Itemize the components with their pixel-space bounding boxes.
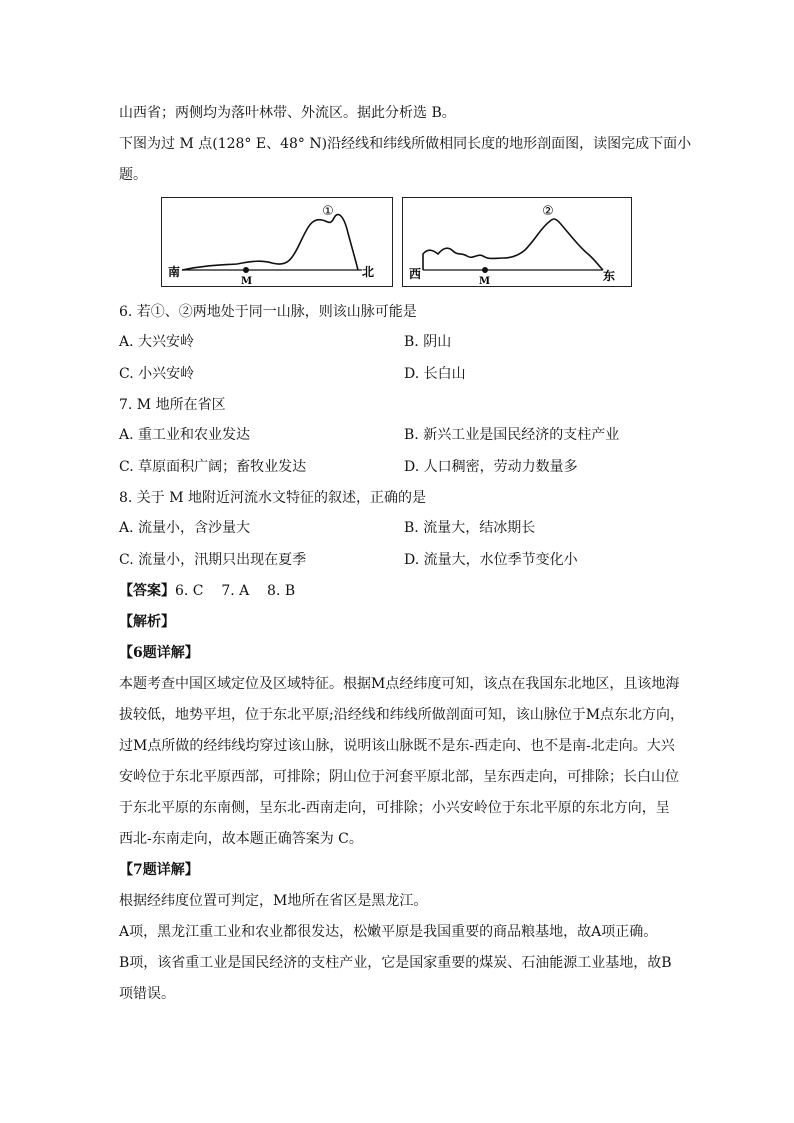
profile-curve-north-south xyxy=(182,214,358,270)
q7-option-d[interactable]: D. 人口稠密，劳动力数量多 xyxy=(404,459,578,475)
q8-option-a[interactable]: A. 流量小，含沙量大 xyxy=(119,520,251,536)
intro-line-3: 题。 xyxy=(119,167,147,183)
peak-1-label: ① xyxy=(322,204,334,219)
question-7-stem: 7. M 地所在省区 xyxy=(119,397,226,413)
q6-option-d[interactable]: D. 长白山 xyxy=(404,366,466,382)
intro-line-1: 山西省；两侧均为落叶林带、外流区。据此分析选 B。 xyxy=(119,105,456,121)
q6-detail-line: 过M点所做的经纬线均穿过该山脉，说明该山脉既不是东-西走向、也不是南-北走向。大兴 xyxy=(119,738,675,754)
point-m-dot xyxy=(482,267,488,273)
intro-line-2: 下图为过 M 点(128° E、48° N)沿经线和纬线所做相同长度的地形剖面图，读图完成下面小 xyxy=(119,136,692,152)
m-label: M xyxy=(241,276,253,286)
q8-option-b[interactable]: B. 流量大，结冰期长 xyxy=(404,520,536,536)
q7-detail-line: 根据经纬度位置可判定，M地所在省区是黑龙江。 xyxy=(119,893,428,909)
west-label: 西 xyxy=(409,267,422,281)
q7-option-b[interactable]: B. 新兴工业是国民经济的支柱产业 xyxy=(404,427,620,443)
peak-2-label: ② xyxy=(542,204,554,219)
q8-option-d[interactable]: D. 流量大，水位季节变化小 xyxy=(404,552,578,568)
q7-detail-line: A项，黑龙江重工业和农业都很发达，松嫩平原是我国重要的商品粮基地，故A项正确。 xyxy=(119,924,658,940)
question-6-stem: 6. 若①、②两地处于同一山脉，则该山脉可能是 xyxy=(119,304,417,320)
profile-figure-north-south xyxy=(161,197,393,287)
q7-option-c[interactable]: C. 草原面积广阔；畜牧业发达 xyxy=(119,459,307,475)
q6-detail-line: 西北-东南走向，故本题正确答案为 C。 xyxy=(119,831,363,847)
question-8-stem: 8. 关于 M 地附近河流水文特征的叙述，正确的是 xyxy=(119,490,427,506)
q6-detail-line: 拔较低，地势平坦，位于东北平原;沿经线和纬线所做剖面可知，该山脉位于M点东北方向， xyxy=(119,707,685,723)
q7-detail-line: B项，该省重工业是国民经济的支柱产业，它是国家重要的煤炭、石油能源工业基地，故B xyxy=(119,955,672,971)
q6-option-c[interactable]: C. 小兴安岭 xyxy=(119,366,195,382)
north-label: 北 xyxy=(362,265,375,279)
point-m-dot xyxy=(243,267,249,273)
q7-detail-label: 【7题详解】 xyxy=(119,862,199,878)
answer-row xyxy=(119,581,295,601)
answer-text: 6. C 7. A 8. B xyxy=(175,583,296,599)
profile-west-east-svg xyxy=(403,198,631,286)
q6-option-a[interactable]: A. 大兴安岭 xyxy=(119,334,195,350)
q6-detail-line: 安岭位于东北平原西部，可排除；阴山位于河套平原北部，呈东西走向，可排除；长白山位 xyxy=(119,769,679,785)
profile-figure-west-east xyxy=(402,197,632,287)
q6-detail-line: 本题考查中国区域定位及区域特征。根据M点经纬度可知，该点在我国东北地区，且该地海 xyxy=(119,676,680,692)
m-label: M xyxy=(479,276,491,286)
q7-option-a[interactable]: A. 重工业和农业发达 xyxy=(119,427,251,443)
profile-curve-west-east xyxy=(423,219,603,270)
q6-detail-label: 【6题详解】 xyxy=(119,645,199,661)
q8-option-c[interactable]: C. 流量小，汛期只出现在夏季 xyxy=(119,552,307,568)
q7-detail-line: 项错误。 xyxy=(119,986,175,1002)
q6-option-b[interactable]: B. 阴山 xyxy=(404,334,452,350)
answer-label: 【答案】 xyxy=(119,583,175,599)
analysis-label: 【解析】 xyxy=(119,614,175,630)
profile-north-south-svg xyxy=(162,198,392,286)
south-label: 南 xyxy=(168,265,181,279)
q6-detail-line: 于东北平原的东南侧，呈东北-西南走向，可排除；小兴安岭位于东北平原的东北方向，呈 xyxy=(119,800,670,816)
east-label: 东 xyxy=(603,269,616,283)
